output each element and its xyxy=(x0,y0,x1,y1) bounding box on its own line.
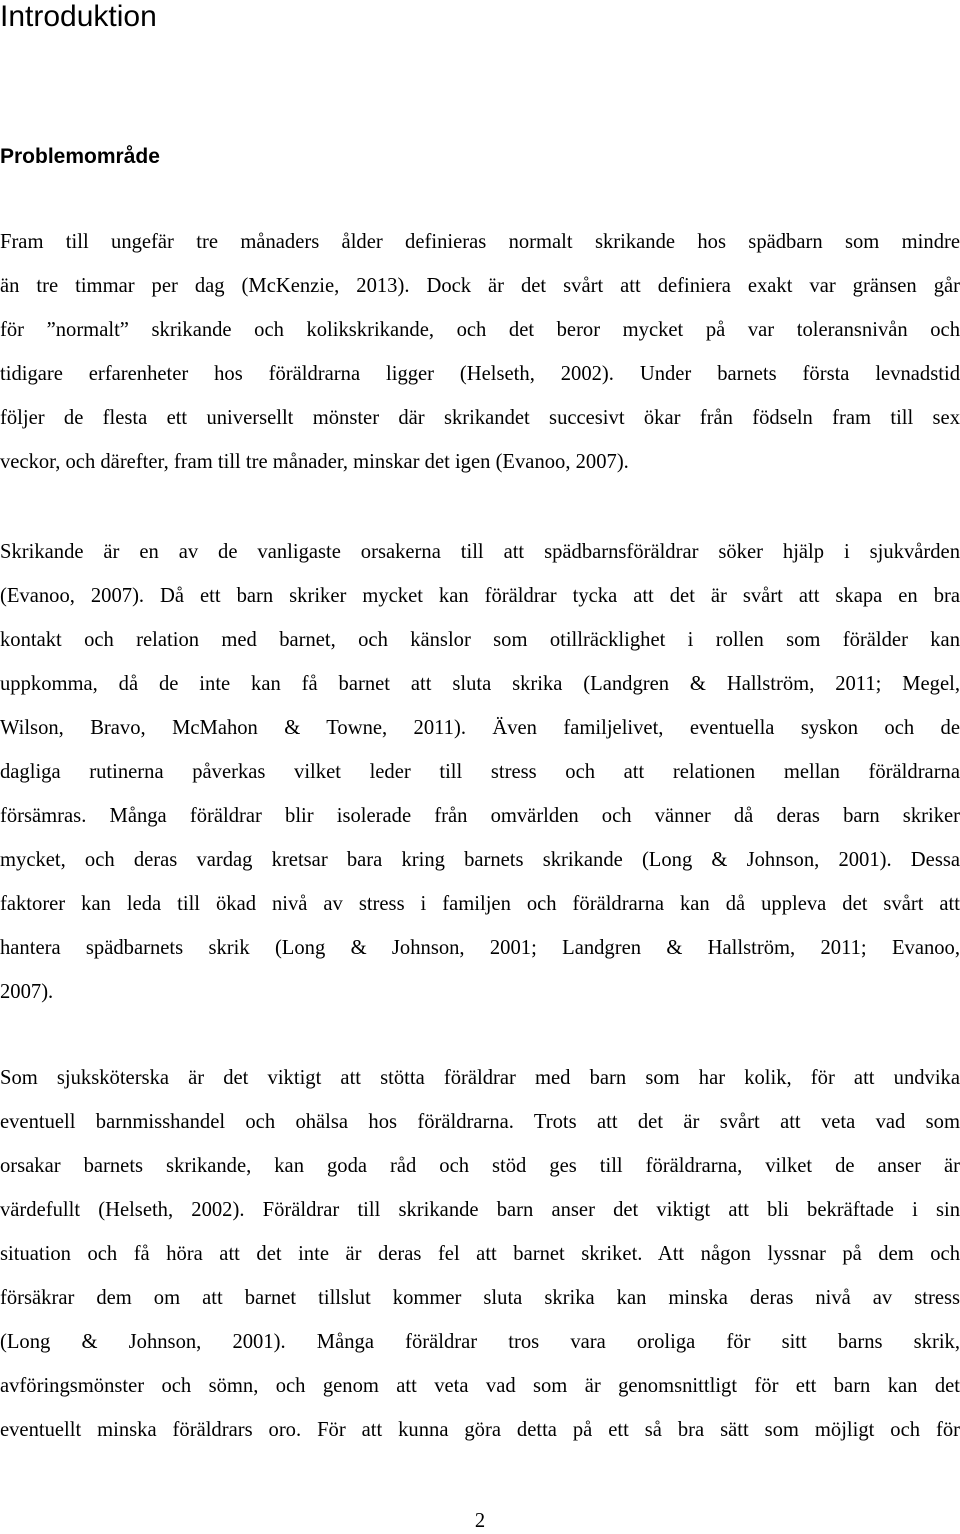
paragraph-line: försämras. Många föräldrar blir isolerade från omvärlden och vänner då deras barn skriker xyxy=(0,805,960,827)
paragraph-line: Wilson, Bravo, McMahon & Towne, 2011). Även familjelivet, eventuella syskon och de xyxy=(0,717,960,739)
body-paragraph xyxy=(0,1056,960,1452)
paragraph-line: värdefullt (Helseth, 2002). Föräldrar till skrikande barn anser det viktigt att bli bekräftade i sin xyxy=(0,1199,960,1221)
section-heading: Introduktion xyxy=(0,0,157,33)
paragraph-line: följer de flesta ett universellt mönster där skrikandet succesivt ökar från födseln fram till sex xyxy=(0,407,960,429)
subsection-heading: Problemområde xyxy=(0,145,160,168)
paragraph-line: situation och få höra att det inte är deras fel att barnet skriket. Att någon lyssnar på dem och xyxy=(0,1243,960,1265)
body-paragraph xyxy=(0,220,960,484)
paragraph-line: för ”normalt” skrikande och kolikskrikande, och det beror mycket på var toleransnivån och xyxy=(0,319,960,341)
paragraph-line: 2007). xyxy=(0,981,54,1003)
paragraph-line: eventuellt minska föräldrars oro. För att kunna göra detta på ett så bra sätt som möjligt och för xyxy=(0,1419,960,1441)
paragraph-line: (Evanoo, 2007). Då ett barn skriker mycket kan föräldrar tycka att det är svårt att skapa en bra xyxy=(0,585,960,607)
paragraph-line: Skrikande är en av de vanligaste orsakerna till att spädbarnsföräldrar söker hjälp i sjukvården xyxy=(0,541,960,563)
paragraph-line: orsakar barnets skrikande, kan goda råd och stöd ges till föräldrarna, vilket de anser är xyxy=(0,1155,960,1177)
body-paragraph xyxy=(0,530,960,1014)
paragraph-line: kontakt och relation med barnet, och känslor som otillräcklighet i rollen som förälder kan xyxy=(0,629,960,651)
paragraph-line: mycket, och deras vardag kretsar bara kring barnets skrikande (Long & Johnson, 2001). Dessa xyxy=(0,849,960,871)
paragraph-line: veckor, och därefter, fram till tre månader, minskar det igen (Evanoo, 2007). xyxy=(0,451,629,473)
paragraph-line: Fram till ungefär tre månaders ålder definieras normalt skrikande hos spädbarn som mindre xyxy=(0,231,960,253)
paragraph-line: försäkrar dem om att barnet tillslut kommer sluta skrika kan minska deras nivå av stress xyxy=(0,1287,960,1309)
paragraph-line: (Long & Johnson, 2001). Många föräldrar tros vara oroliga för sitt barns skrik, xyxy=(0,1331,960,1353)
paragraph-line: dagliga rutinerna påverkas vilket leder till stress och att relationen mellan föräldrarna xyxy=(0,761,960,783)
paragraph-line: tidigare erfarenheter hos föräldrarna ligger (Helseth, 2002). Under barnets första levnadstid xyxy=(0,363,960,385)
page-number: 2 xyxy=(474,1510,486,1532)
paragraph-line: Som sjuksköterska är det viktigt att stötta föräldrar med barn som har kolik, för att undvika xyxy=(0,1067,960,1089)
paragraph-line: uppkomma, då de inte kan få barnet att sluta skrika (Landgren & Hallström, 2011; Megel, xyxy=(0,673,960,695)
paragraph-line: eventuell barnmisshandel och ohälsa hos föräldrarna. Trots att det är svårt att veta vad som xyxy=(0,1111,960,1133)
paragraph-line: än tre timmar per dag (McKenzie, 2013). Dock är det svårt att definiera exakt var gränsen går xyxy=(0,275,960,297)
paragraph-line: hantera spädbarnets skrik (Long & Johnson, 2001; Landgren & Hallström, 2011; Evanoo, xyxy=(0,937,960,959)
paragraph-line: avföringsmönster och sömn, och genom att veta vad som är genomsnittligt för ett barn kan det xyxy=(0,1375,960,1397)
paragraph-line: faktorer kan leda till ökad nivå av stress i familjen och föräldrarna kan då uppleva det svårt att xyxy=(0,893,960,915)
